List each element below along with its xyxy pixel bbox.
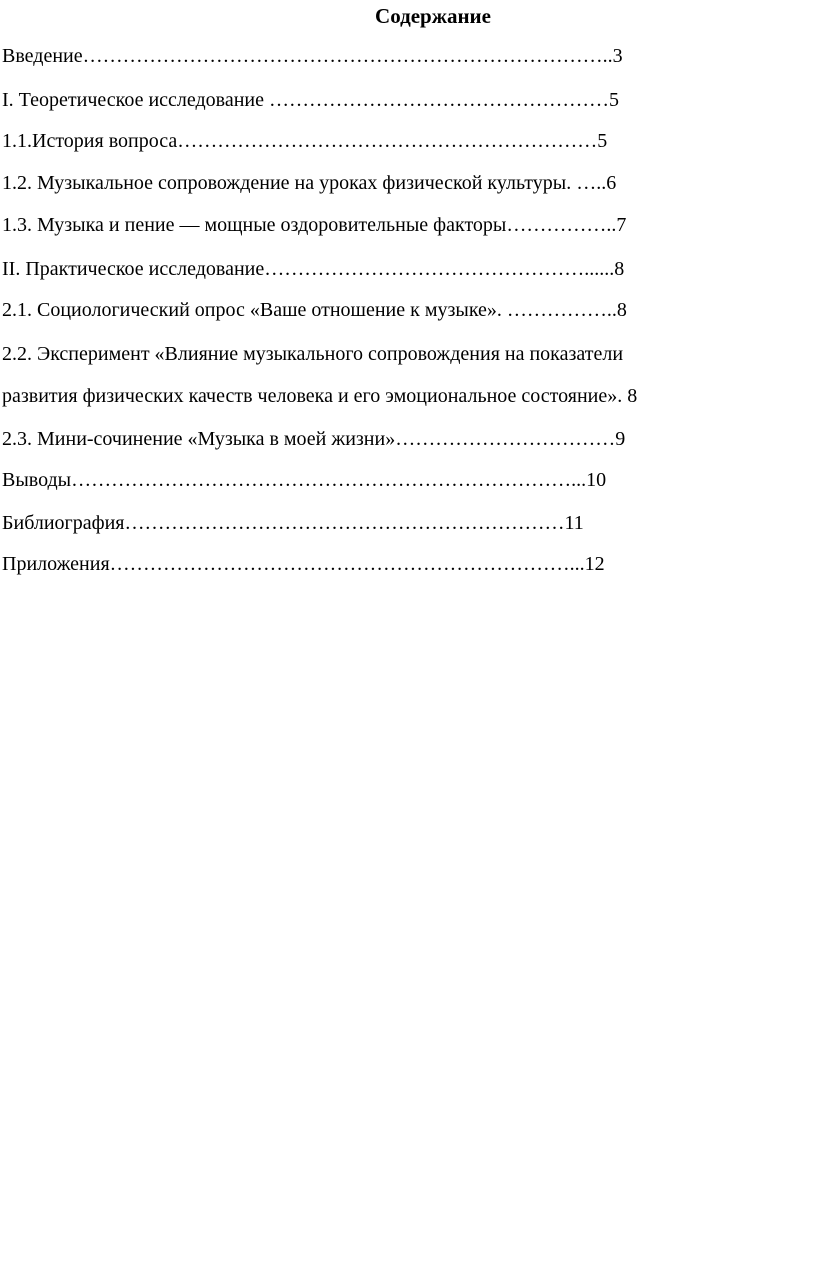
toc-entry-2-2-line-2: развития физических качеств человека и его эмоциональное состояние». 8	[2, 385, 638, 407]
toc-entry-part-2: II. Практическое исследование…………………………………………......8	[2, 258, 625, 280]
toc-entry-appendices: Приложения……………………………………………………………...12	[2, 553, 605, 575]
page-title: Содержание	[375, 4, 491, 28]
toc-entry-introduction: Введение……………………………………………………………………..3	[2, 45, 623, 67]
toc-entry-1-3: 1.3. Музыка и пение — мощные оздоровительные факторы……………..7	[2, 214, 627, 236]
toc-entry-2-3: 2.3. Мини-сочинение «Музыка в моей жизни»……………………………9	[2, 428, 626, 450]
toc-entry-2-1: 2.1. Социологический опрос «Ваше отношение к музыке». ……………..8	[2, 299, 627, 321]
toc-entry-2-2-line-1: 2.2. Эксперимент «Влияние музыкального сопровождения на показатели	[2, 343, 624, 365]
toc-entry-1-2: 1.2. Музыкальное сопровождение на уроках физической культуры. …..6	[2, 172, 617, 194]
toc-entry-bibliography: Библиография…………………………………………………………11	[2, 512, 584, 534]
toc-entry-part-1: I. Теоретическое исследование ……………………………………………5	[2, 89, 620, 111]
toc-entry-conclusions: Выводы…………………………………………………………………...10	[2, 469, 607, 491]
toc-entry-1-1: 1.1.История вопроса………………………………………………………5	[2, 130, 608, 152]
